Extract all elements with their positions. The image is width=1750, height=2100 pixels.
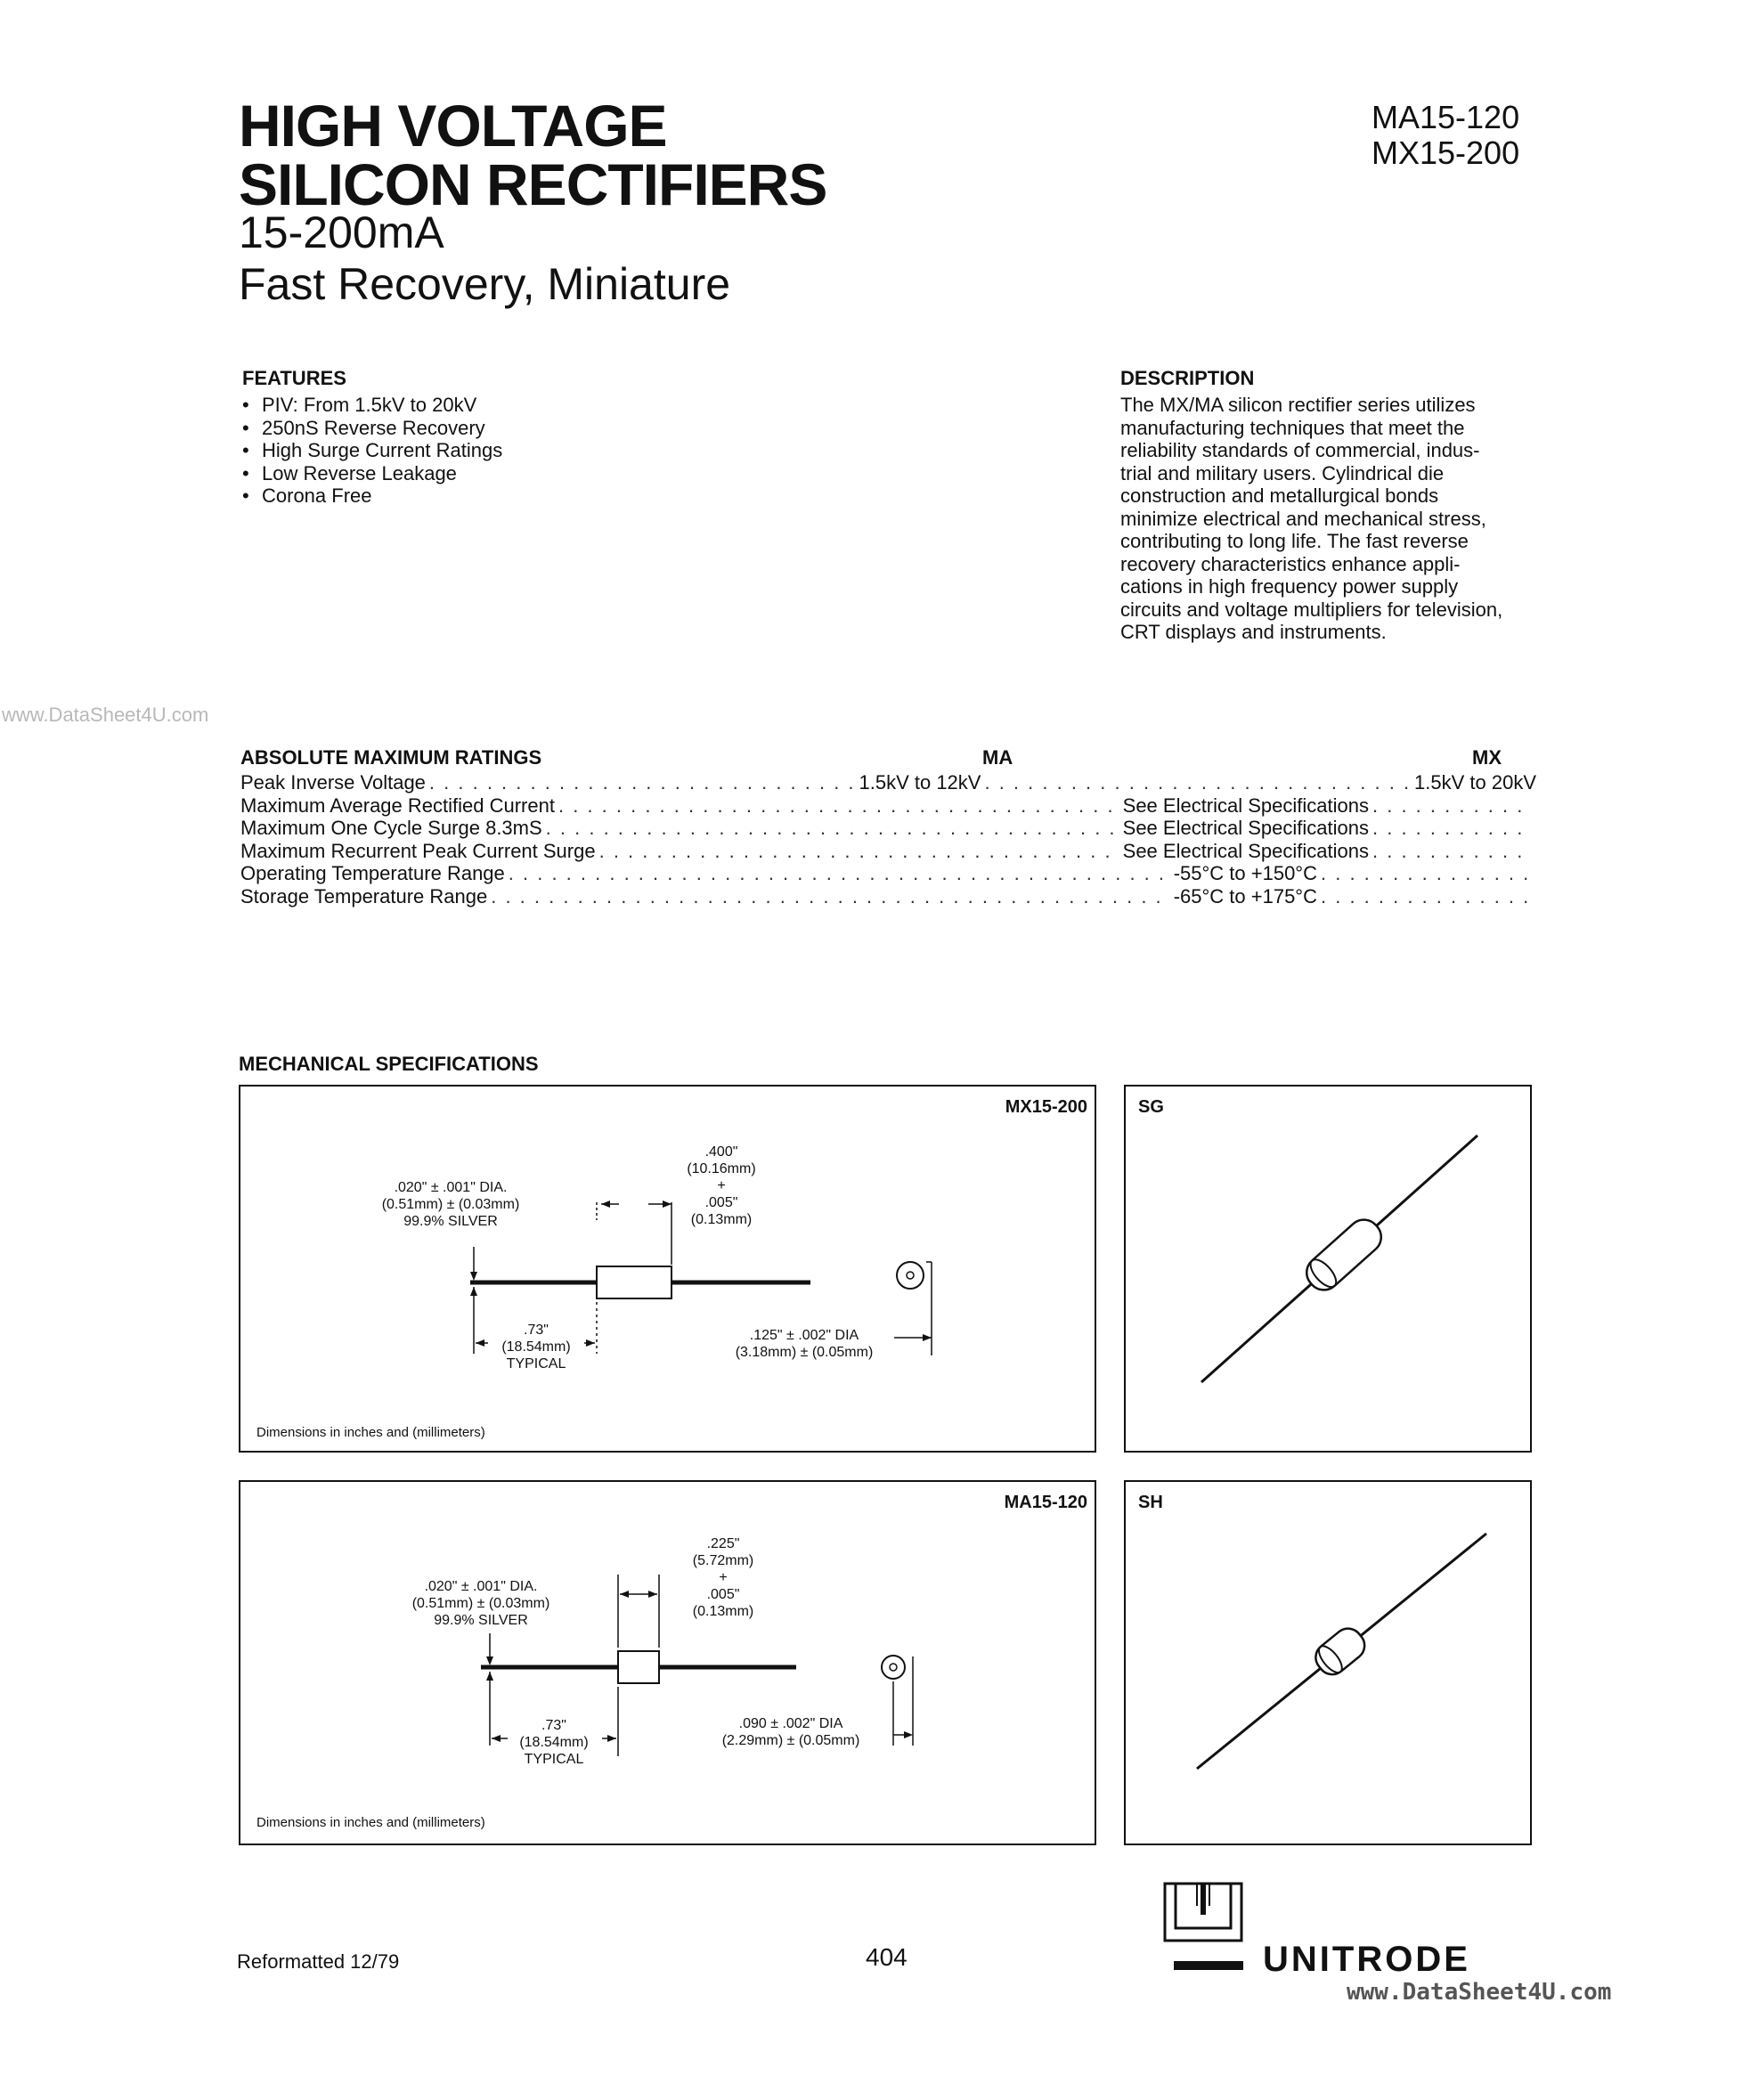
ma-body-dim-line-2: (5.72mm) [692,1553,754,1568]
description-line: The MX/MA silicon rectifier series utilizes [1120,394,1476,416]
rating-value: See Electrical Specifications [1122,817,1369,839]
feature-item: • Corona Free [242,484,502,508]
ratings-table [240,771,1536,908]
leader-dots [1372,817,1533,840]
description-line: contributing to long life. The fast reverse [1120,530,1469,552]
leader-dots [546,817,1119,840]
ma-body-dim-line-5: (0.13mm) [692,1604,754,1619]
part-number-2: MX15-200 [1372,134,1520,171]
title-line-1: HIGH VOLTAGE [239,93,667,159]
ratings-col-ma: MA [982,746,1013,769]
mx-body-dim-line-4: .005" [704,1195,738,1210]
mx-lead-dim-line-2: (0.51mm) ± (0.03mm) [381,1197,520,1212]
ma-typ-dim-line-3: TYPICAL [524,1752,584,1767]
leader-dots [1321,885,1533,908]
unitrode-logo-icon [1163,1881,1245,1949]
mx-dia-dim-line-2: (3.18mm) ± (0.05mm) [735,1345,874,1360]
description-line: CRT displays and instruments. [1120,621,1387,643]
sh-diode-illustration [1126,1482,1530,1844]
ratings-row [240,794,1536,818]
ma-body-dim-line-4: .005" [706,1587,740,1602]
rating-value-mx: 1.5kV to 20kV [1414,771,1537,794]
leader-dots [429,771,856,794]
rating-label: Peak Inverse Voltage [240,771,426,794]
footer-watermark[interactable]: www.DataSheet4U.com [1347,1979,1612,2006]
features-heading: FEATURES [242,367,346,389]
features-list [242,394,502,508]
ma-lead-dim-line-1: .020" ± .001" DIA. [424,1579,538,1594]
rating-value: -55°C to +150°C [1173,862,1317,884]
mx-body-dim-line-5: (0.13mm) [690,1212,753,1227]
ratings-row [240,862,1536,885]
leader-dots [1372,840,1533,863]
ma-typ-dim-line-1: .73" [541,1718,566,1733]
ma-dia-dim-line-1: .090 ± .002" DIA [738,1716,843,1731]
mx-body-dim-line-2: (10.16mm) [687,1161,756,1176]
subtitle-line-2: Fast Recovery, Miniature [239,259,731,309]
ma-dia-dim-line-2: (2.29mm) ± (0.05mm) [721,1733,860,1748]
feature-item: • High Surge Current Ratings [242,439,502,462]
description-line: trial and military users. Cylindrical die [1120,461,1445,484]
sg-diode-illustration [1126,1087,1530,1451]
brand-name: UNITRODE [1263,1940,1470,1979]
title-line-2: SILICON RECTIFIERS [239,151,827,217]
rating-value: See Electrical Specifications [1122,794,1369,817]
ma-typ-dim-line-2: (18.54mm) [519,1735,589,1750]
mx-diode-drawing [240,1087,1095,1451]
leader-dots [1321,862,1533,885]
ratings-row [240,771,1536,794]
leader-dots [491,885,1169,908]
description-line: minimize electrical and mechanical stress, [1120,507,1486,530]
rating-label: Maximum Average Rectified Current [240,794,555,817]
sg-package-tag: SG [1138,1097,1164,1117]
mx-lead-dim-line-1: .020" ± .001" DIA. [394,1180,508,1195]
watermark-text[interactable]: www.DataSheet4U.com [2,704,209,726]
mx-body-dim-line-1: .400" [704,1144,738,1160]
mx-dimensions-note: Dimensions in inches and (millimeters) [256,1425,485,1440]
ma-lead-dim-line-2: (0.51mm) ± (0.03mm) [411,1596,550,1611]
mx-typ-dim-line-2: (18.54mm) [501,1339,571,1355]
leader-dots [1372,794,1533,818]
description-line: reliability standards of commercial, indus- [1120,439,1480,461]
mx-typ-dim-line-3: TYPICAL [506,1356,566,1372]
logo-bar [1174,1961,1243,1970]
mechanical-heading: MECHANICAL SPECIFICATIONS [239,1053,539,1075]
leader-dots [509,862,1170,885]
mx-drawing-box [239,1085,1096,1453]
ma-body-dim-line-1: .225" [706,1536,740,1551]
ma-lead-dim-line-3: 99.9% SILVER [434,1613,528,1628]
mx-lead-dim-line-3: 99.9% SILVER [403,1214,498,1229]
description-line: cations in high frequency power supply [1120,575,1459,598]
rating-value: See Electrical Specifications [1122,839,1369,862]
mx-typ-dim-line-1: .73" [524,1323,549,1338]
ratings-heading: ABSOLUTE MAXIMUM RATINGS [240,746,542,769]
description-text [1120,394,1548,644]
leader-dots [599,840,1119,863]
description-line: manufacturing techniques that meet the [1120,416,1465,439]
ratings-col-mx: MX [1472,746,1502,769]
description-heading: DESCRIPTION [1120,367,1255,389]
rating-label: Maximum One Cycle Surge 8.3mS [240,817,542,839]
leader-dots [984,771,1411,794]
rating-label: Maximum Recurrent Peak Current Surge [240,839,596,862]
rating-label: Storage Temperature Range [240,884,488,908]
mx-dia-dim-line-1: .125" ± .002" DIA [749,1328,859,1343]
sh-package-box [1124,1480,1532,1845]
leader-dots [558,794,1119,818]
ma-part-tag: MA15-120 [1004,1493,1087,1512]
description-line: circuits and voltage multipliers for television, [1120,598,1503,621]
mx-body-dim-line-3: + [717,1178,726,1193]
feature-item: • PIV: From 1.5kV to 20kV [242,394,502,417]
ma-drawing-box [239,1480,1096,1845]
rating-value-ma: 1.5kV to 12kV [859,771,981,794]
ma-body-dim-line-3: + [719,1570,728,1585]
sh-package-tag: SH [1138,1493,1163,1512]
feature-item: • 250nS Reverse Recovery [242,417,502,440]
sg-package-box [1124,1085,1532,1453]
part-number-1: MA15-120 [1372,99,1520,135]
rating-label: Operating Temperature Range [240,862,505,884]
reformatted-note: Reformatted 12/79 [237,1950,400,1973]
ratings-row [240,840,1536,863]
description-line: construction and metallurgical bonds [1120,484,1439,507]
ma-diode-drawing [240,1482,1095,1844]
feature-item: • Low Reverse Leakage [242,462,502,485]
rating-value: -65°C to +175°C [1173,884,1317,908]
page-number: 404 [866,1943,908,1971]
mx-part-tag: MX15-200 [1005,1097,1087,1117]
ratings-row [240,817,1536,840]
ratings-row [240,885,1536,908]
subtitle-line-1: 15-200mA [239,208,444,257]
description-line: recovery characteristics enhance appli- [1120,552,1461,575]
ma-dimensions-note: Dimensions in inches and (millimeters) [256,1815,485,1830]
